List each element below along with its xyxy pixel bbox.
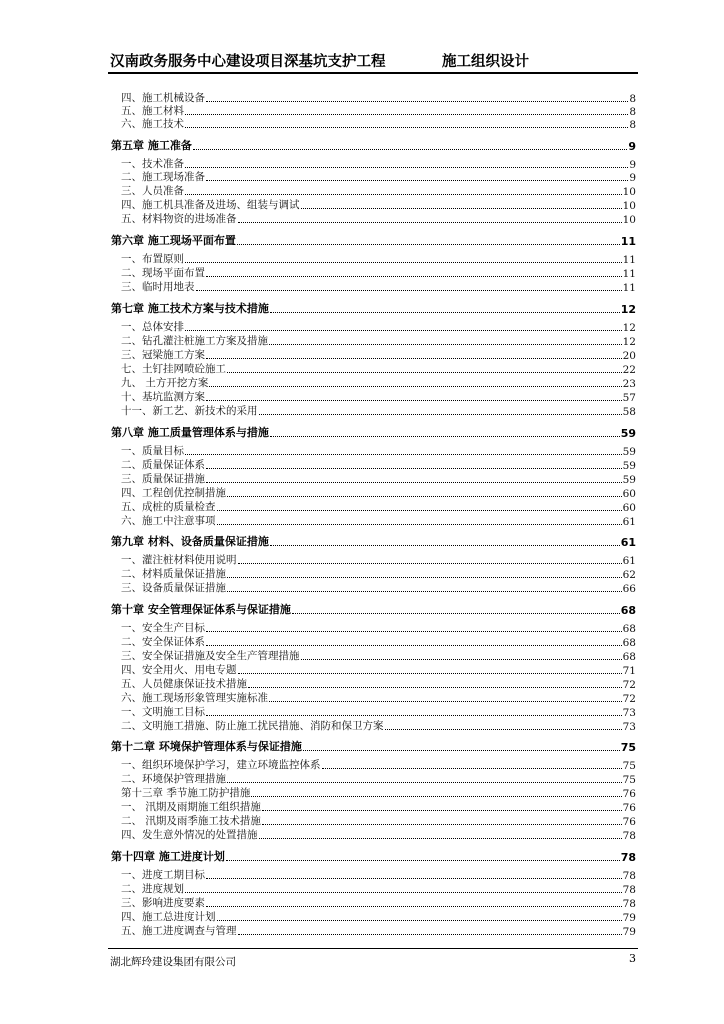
toc-leader-dots <box>269 701 622 702</box>
toc-entry <box>121 473 636 486</box>
toc-page-number: 62 <box>622 569 636 581</box>
toc-label: 四、安全用火、用电专题 <box>121 664 237 676</box>
toc-label: 一、组织环境保护学习，建立环境监控体系 <box>121 759 321 771</box>
toc-label: 四、发生意外情况的处置措施 <box>121 829 258 841</box>
toc-chapter <box>111 426 636 440</box>
toc-entry <box>121 158 636 171</box>
toc-entry <box>121 118 636 131</box>
toc-entry <box>121 487 636 500</box>
toc-entry <box>121 692 636 705</box>
toc-page-number: 78 <box>622 884 636 896</box>
footer-page-number: 3 <box>629 952 636 965</box>
toc-label: 二、质量保证体系 <box>121 459 205 471</box>
toc-leader-dots <box>238 673 622 674</box>
toc-entry <box>121 363 636 376</box>
toc-page-number: 78 <box>620 851 636 864</box>
toc-page-number: 11 <box>622 282 636 294</box>
toc-page-number: 8 <box>629 106 636 118</box>
toc-page-number: 11 <box>622 268 636 280</box>
toc-entry <box>121 391 636 404</box>
toc-entry <box>121 720 636 733</box>
toc-entry <box>121 171 636 184</box>
toc-label: 第十四章 施工进度计划 <box>111 850 225 863</box>
toc-entry <box>121 445 636 458</box>
toc-leader-dots <box>206 715 622 716</box>
toc-label: 二、 汛期及雨季施工技术措施 <box>121 815 261 827</box>
toc-entry <box>121 869 636 882</box>
toc-page-number: 20 <box>622 350 636 362</box>
toc-label: 四、施工总进度计划 <box>121 911 216 923</box>
toc-label: 二、文明施工措施、防止施工扰民措施、消防和保卫方案 <box>121 720 384 732</box>
toc-label: 一、质量目标 <box>121 445 184 457</box>
toc-leader-dots <box>193 149 628 150</box>
toc-leader-dots <box>206 400 622 401</box>
toc-label: 三、人员准备 <box>121 185 184 197</box>
toc-label: 二、进度规划 <box>121 883 184 895</box>
toc-chapter <box>111 139 636 153</box>
toc-leader-dots <box>385 729 622 730</box>
toc-page-number: 23 <box>622 378 636 390</box>
toc-entry <box>121 199 636 212</box>
toc-page-number: 10 <box>622 200 636 212</box>
toc-label: 六、施工技术 <box>121 118 184 130</box>
toc-page-number: 61 <box>622 516 636 528</box>
toc-label: 四、施工机械设备 <box>121 92 205 104</box>
toc-entry <box>121 459 636 472</box>
toc-label: 一、文明施工目标 <box>121 706 205 718</box>
toc-label: 第十章 安全管理保证体系与保证措施 <box>111 603 291 616</box>
toc-page-number: 78 <box>622 898 636 910</box>
toc-page-number: 75 <box>622 774 636 786</box>
toc-entry <box>121 650 636 663</box>
toc-page-number: 60 <box>622 502 636 514</box>
header-subtitle: 施工组织设计 <box>442 54 529 70</box>
toc-leader-dots <box>270 436 620 437</box>
toc-page-number: 60 <box>622 488 636 500</box>
toc-chapter <box>111 302 636 316</box>
toc-label: 五、材料物资的进场准备 <box>121 213 237 225</box>
toc-entry <box>121 897 636 910</box>
toc-entry <box>121 321 636 334</box>
toc-chapter <box>111 740 636 754</box>
toc-label: 第八章 施工质量管理体系与措施 <box>111 426 269 439</box>
toc-entry <box>121 92 636 105</box>
toc-leader-dots <box>238 222 622 223</box>
toc-label: 三、临时用地表 <box>121 281 195 293</box>
toc-entry <box>121 883 636 896</box>
toc-leader-dots <box>206 631 622 632</box>
toc-leader-dots <box>227 591 622 592</box>
toc-leader-dots <box>185 262 622 263</box>
toc-page-number: 59 <box>622 460 636 472</box>
toc-page-number: 11 <box>620 235 636 248</box>
toc-entry <box>121 281 636 294</box>
toc-page-number: 12 <box>622 336 636 348</box>
toc-leader-dots <box>217 524 622 525</box>
toc-label: 一、灌注桩材料使用说明 <box>121 554 237 566</box>
toc-leader-dots <box>262 824 622 825</box>
toc-page-number: 73 <box>622 721 636 733</box>
toc-leader-dots <box>301 659 622 660</box>
toc-entry <box>121 622 636 635</box>
toc-leader-dots <box>206 180 628 181</box>
toc-label: 三、影响进度要素 <box>121 897 205 909</box>
toc-leader-dots <box>227 577 622 578</box>
toc-chapter <box>111 234 636 248</box>
toc-chapter <box>111 850 636 864</box>
toc-entry <box>121 377 636 390</box>
toc-leader-dots <box>185 454 622 455</box>
page-footer <box>108 948 638 969</box>
toc-entry <box>121 664 636 677</box>
toc-label: 三、质量保证措施 <box>121 473 205 485</box>
toc-entry <box>121 787 636 800</box>
toc-label: 第十二章 环境保护管理体系与保证措施 <box>111 740 302 753</box>
toc-label: 四、工程创优控制措施 <box>121 487 226 499</box>
toc-leader-dots <box>206 878 622 879</box>
toc-entry <box>121 925 636 938</box>
toc-entry <box>121 815 636 828</box>
toc-entry <box>121 678 636 691</box>
toc-page-number: 61 <box>620 536 636 549</box>
toc-label: 十一、新工艺、新技术的采用 <box>121 405 258 417</box>
toc-page-number: 72 <box>622 693 636 705</box>
toc-entry <box>121 335 636 348</box>
toc-page-number: 68 <box>622 623 636 635</box>
toc-leader-dots <box>206 358 622 359</box>
toc-label: 第十三章 季节施工防护措施 <box>121 787 251 799</box>
toc-label: 二、安全保证体系 <box>121 636 205 648</box>
toc-leader-dots <box>248 687 622 688</box>
toc-label: 二、钻孔灌注桩施工方案及措施 <box>121 335 268 347</box>
toc-label: 一、 汛期及雨期施工组织措施 <box>121 801 261 813</box>
toc-page-number: 22 <box>622 364 636 376</box>
toc-label: 第五章 施工准备 <box>111 139 192 152</box>
toc-leader-dots <box>185 330 622 331</box>
toc-page-number: 73 <box>622 707 636 719</box>
toc-page-number: 10 <box>622 186 636 198</box>
toc-entry <box>121 582 636 595</box>
toc-label: 五、施工材料 <box>121 105 184 117</box>
toc-label: 三、安全保证措施及安全生产管理措施 <box>121 650 300 662</box>
toc-leader-dots <box>270 312 620 313</box>
footer-company: 湖北辉玲建设集团有限公司 <box>110 956 236 968</box>
toc-label: 二、材料质量保证措施 <box>121 568 226 580</box>
toc-label: 第六章 施工现场平面布置 <box>111 234 236 247</box>
toc-label: 一、进度工期目标 <box>121 869 205 881</box>
toc-label: 一、布置原则 <box>121 253 184 265</box>
toc-page-number: 9 <box>629 159 636 171</box>
toc-entry <box>121 185 636 198</box>
toc-entry <box>121 253 636 266</box>
toc-label: 第九章 材料、设备质量保证措施 <box>111 535 269 548</box>
toc-label: 七、土钉挂网喷砼施工 <box>121 363 226 375</box>
toc-leader-dots <box>259 838 622 839</box>
toc-label: 五、施工进度调查与管理 <box>121 925 237 937</box>
toc-page-number: 71 <box>622 665 636 677</box>
toc-entry <box>121 829 636 842</box>
toc-leader-dots <box>227 496 622 497</box>
toc-leader-dots <box>238 934 622 935</box>
toc-page-number: 9 <box>628 140 636 153</box>
toc-leader-dots <box>292 613 620 614</box>
toc-page-number: 68 <box>622 637 636 649</box>
toc-leader-dots <box>185 167 628 168</box>
toc-label: 六、施工中注意事项 <box>121 515 216 527</box>
toc-leader-dots <box>238 563 622 564</box>
toc-leader-dots <box>227 782 622 783</box>
toc-page-number: 76 <box>622 816 636 828</box>
toc-chapter <box>111 535 636 549</box>
toc-leader-dots <box>206 276 622 277</box>
toc-page-number: 10 <box>622 214 636 226</box>
toc-label: 三、设备质量保证措施 <box>121 582 226 594</box>
toc-page-number: 76 <box>622 788 636 800</box>
toc-label: 五、成桩的质量检查 <box>121 501 216 513</box>
toc-leader-dots <box>217 920 622 921</box>
toc-leader-dots <box>301 208 622 209</box>
toc-leader-dots <box>196 290 622 291</box>
toc-leader-dots <box>269 344 622 345</box>
toc-leader-dots <box>206 482 622 483</box>
toc-entry <box>121 773 636 786</box>
toc-entry <box>121 911 636 924</box>
toc-leader-dots <box>303 750 620 751</box>
toc-page-number: 78 <box>622 870 636 882</box>
toc-entry <box>121 105 636 118</box>
toc-page-number: 79 <box>622 926 636 938</box>
toc-entry <box>121 554 636 567</box>
toc-leader-dots <box>270 545 620 546</box>
toc-page-number: 12 <box>622 322 636 334</box>
toc-label: 三、冠梁施工方案 <box>121 349 205 361</box>
toc-leader-dots <box>226 860 620 861</box>
toc-page-number: 59 <box>620 427 636 440</box>
toc-entry <box>121 759 636 772</box>
toc-page-number: 68 <box>622 651 636 663</box>
toc-page-number: 75 <box>622 760 636 772</box>
toc-page-number: 12 <box>620 303 636 316</box>
toc-page-number: 57 <box>622 392 636 404</box>
toc-leader-dots <box>206 101 628 102</box>
toc-label: 十、基坑监测方案 <box>121 391 205 403</box>
toc-label: 四、施工机具准备及进场、组装与调试 <box>121 199 300 211</box>
toc-page-number: 9 <box>629 172 636 184</box>
toc-page-number: 78 <box>622 830 636 842</box>
toc-page-number: 66 <box>622 583 636 595</box>
toc-label: 五、人员健康保证技术措施 <box>121 678 247 690</box>
toc-leader-dots <box>227 372 622 373</box>
toc-page-number: 8 <box>629 93 636 105</box>
toc-label: 一、总体安排 <box>121 321 184 333</box>
toc-label: 六、施工现场形象管理实施标准 <box>121 692 268 704</box>
toc-leader-dots <box>259 414 622 415</box>
toc-page-number: 76 <box>622 802 636 814</box>
toc-leader-dots <box>209 386 621 387</box>
toc-entry <box>121 501 636 514</box>
toc-leader-dots <box>206 468 622 469</box>
toc-leader-dots <box>262 810 622 811</box>
toc-page-number: 11 <box>622 254 636 266</box>
toc-leader-dots <box>185 892 622 893</box>
toc-leader-dots <box>185 127 628 128</box>
toc-label: 二、环境保护管理措施 <box>121 773 226 785</box>
toc-leader-dots <box>251 796 621 797</box>
toc-entry <box>121 706 636 719</box>
toc-page-number: 58 <box>622 406 636 418</box>
toc-leader-dots <box>206 906 622 907</box>
toc-page-number: 72 <box>622 679 636 691</box>
toc-page-number: 59 <box>622 474 636 486</box>
toc-entry <box>121 568 636 581</box>
toc-label: 二、现场平面布置 <box>121 267 205 279</box>
toc-leader-dots <box>322 768 622 769</box>
toc-leader-dots <box>185 114 628 115</box>
header-title: 汉南政务服务中心建设项目深基坑支护工程 <box>110 54 386 70</box>
toc-entry <box>121 349 636 362</box>
toc-page-number: 75 <box>620 741 636 754</box>
page-header <box>108 50 638 74</box>
toc-entry <box>121 213 636 226</box>
toc-page-number: 79 <box>622 912 636 924</box>
toc-label: 九、 土方开挖方案 <box>121 377 209 389</box>
toc-entry <box>121 636 636 649</box>
toc-page-number: 8 <box>629 119 636 131</box>
toc-chapter <box>111 603 636 617</box>
toc-page-number: 59 <box>622 446 636 458</box>
toc-label: 一、技术准备 <box>121 158 184 170</box>
toc-entry <box>121 515 636 528</box>
toc-page-number: 61 <box>622 555 636 567</box>
toc-page-number: 68 <box>620 604 636 617</box>
toc-label: 二、施工现场准备 <box>121 171 205 183</box>
toc-leader-dots <box>206 645 622 646</box>
toc-leader-dots <box>237 244 620 245</box>
toc-entry <box>121 267 636 280</box>
toc-leader-dots <box>217 510 622 511</box>
toc-entry <box>121 405 636 418</box>
toc-leader-dots <box>185 194 622 195</box>
toc-entry <box>121 801 636 814</box>
toc-label: 第七章 施工技术方案与技术措施 <box>111 302 269 315</box>
toc-label: 一、安全生产目标 <box>121 622 205 634</box>
